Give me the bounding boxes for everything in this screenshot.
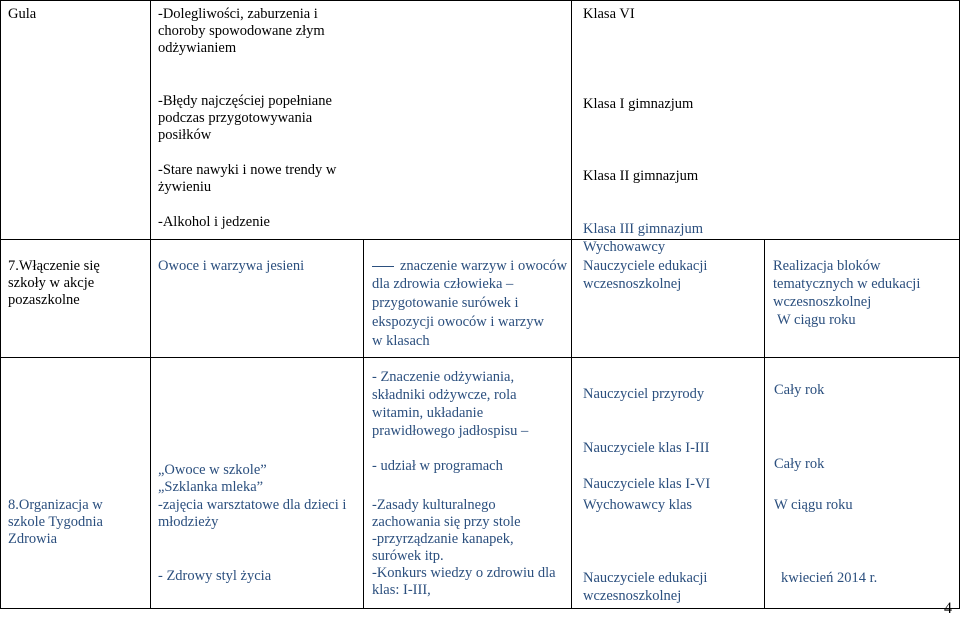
cell-topic-line: - Zdrowy styl życia <box>158 568 272 584</box>
cell-topic-line: -Dolegliwości, zaburzenia i <box>158 6 318 22</box>
cell-content-line: ekspozycji owoców i warzyw <box>372 314 544 330</box>
cell-topic-line: -zajęcia warsztatowe dla dzieci i <box>158 497 347 513</box>
table-border-left <box>0 0 1 609</box>
cell-content-line: -Konkurs wiedzy o zdrowiu dla <box>372 565 556 581</box>
cell-topic-line: -Błędy najczęściej popełniane <box>158 93 332 109</box>
cell-class-line: Klasa III gimnazjum <box>583 221 703 237</box>
cell-lead-line: szkoły w akcje <box>8 275 95 291</box>
cell-content-line: zachowania się przy stole <box>372 514 521 530</box>
cell-topic-line: odżywianiem <box>158 40 237 56</box>
table-row-divider <box>0 239 960 240</box>
cell-responsible-line: Wychowawcy <box>583 239 666 255</box>
cell-term-line: W ciągu roku <box>774 497 853 513</box>
table-row-divider <box>0 357 960 358</box>
cell-content-line: klas: I-III, <box>372 582 431 598</box>
cell-term-line: kwiecień 2014 r. <box>781 570 878 586</box>
table-column-divider <box>764 240 765 609</box>
cell-responsible-line: Nauczyciele klas I-VI <box>583 476 711 492</box>
cell-lead-line: 8.Organizacja w <box>8 497 103 513</box>
cell-topic-line: „Owoce w szkole” <box>158 462 267 478</box>
table-border-top <box>0 0 960 1</box>
cell-content-line: surówek itp. <box>372 548 444 564</box>
cell-term-line: tematycznych w edukacji <box>773 276 921 292</box>
cell-content-line: dla zdrowia człowieka – <box>372 276 514 292</box>
cell-topic-line: posiłków <box>158 127 212 143</box>
cell-responsible-line: Nauczyciele edukacji <box>583 258 708 274</box>
cell-topic-line: podczas przygotowywania <box>158 110 313 126</box>
cell-topic-line: -Stare nawyki i nowe trendy w <box>158 162 337 178</box>
cell-content-line: - Znaczenie odżywiania, <box>372 369 515 385</box>
cell-responsible-line: Nauczyciel przyrody <box>583 386 705 402</box>
cell-term-line: Cały rok <box>774 382 825 398</box>
cell-content-line: składniki odżywcze, rola <box>372 387 517 403</box>
cell-content-line: prawidłowego jadłospisu – <box>372 423 529 439</box>
cell-responsible-line: Nauczyciele klas I-III <box>583 440 710 456</box>
cell-term-line: W ciągu roku <box>777 312 856 328</box>
cell-responsible-line: wczesnoszkolnej <box>583 588 682 604</box>
cell-lead-line: szkole Tygodnia <box>8 514 103 530</box>
cell-class-line: Klasa II gimnazjum <box>583 168 699 184</box>
cell-topic-line: choroby spowodowane złym <box>158 23 325 39</box>
cell-term-line: Realizacja bloków <box>773 258 881 274</box>
cell-topic-line: młodzieży <box>158 514 219 530</box>
cell-content-line: - udział w programach <box>372 458 503 474</box>
cell-lead-line: Gula <box>8 6 37 22</box>
cell-class-line: Klasa I gimnazjum <box>583 96 694 112</box>
cell-lead-line: 7.Włączenie się <box>8 258 100 274</box>
cell-term-line: wczesnoszkolnej <box>773 294 872 310</box>
cell-topic-line: żywieniu <box>158 179 212 195</box>
cell-topic-line: -Alkohol i jedzenie <box>158 214 270 230</box>
table-column-divider <box>363 240 364 609</box>
cell-term-line: Cały rok <box>774 456 825 472</box>
cell-lead-line: pozaszkolne <box>8 292 80 308</box>
cell-content-line: w klasach <box>372 333 430 349</box>
cell-responsible-line: wczesnoszkolnej <box>583 276 682 292</box>
cell-content-line: znaczenie warzyw i owoców <box>400 258 568 274</box>
cell-class-line: Klasa VI <box>583 6 635 22</box>
cell-content-line: -Zasady kulturalnego <box>372 497 496 513</box>
page-number: 4 <box>944 600 952 617</box>
table-column-divider <box>571 0 572 609</box>
cell-topic-line: „Szklanka mleka” <box>158 479 264 495</box>
cell-topic-line: Owoce i warzywa jesieni <box>158 258 305 274</box>
cell-responsible-line: Nauczyciele edukacji <box>583 570 708 586</box>
cell-content-line: witamin, układanie <box>372 405 484 421</box>
cell-lead-line: Zdrowia <box>8 531 58 547</box>
cell-content-line: -przyrządzanie kanapek, <box>372 531 514 547</box>
table-border-bottom <box>0 608 960 609</box>
cell-content-line: przygotowanie surówek i <box>372 295 519 311</box>
table-column-divider <box>150 0 151 609</box>
cell-responsible-line: Wychowawcy klas <box>583 497 693 513</box>
